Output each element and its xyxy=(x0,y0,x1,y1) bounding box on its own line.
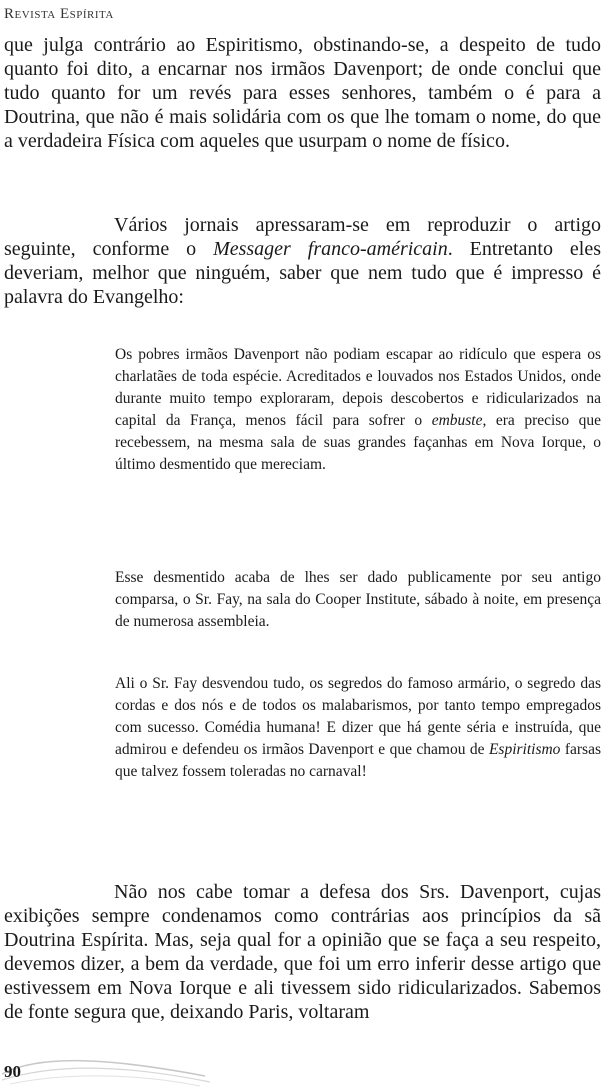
quote-paragraph-3 xyxy=(115,673,601,783)
paragraph-2-text-b: . Entretanto eles deveriam, melhor que ninguém, saber que nem tudo que é impresso é palavra do Evangelho: xyxy=(4,238,602,308)
body-paragraph-2 xyxy=(4,213,601,309)
quote-paragraph-1 xyxy=(115,344,601,476)
paragraph-2-text-a: Vários jornais apressaram-se em reproduzir o artigo seguinte, conforme o xyxy=(4,214,601,260)
footer-ornament xyxy=(0,1052,220,1088)
quote-3-italic: Espiritismo xyxy=(488,741,561,758)
body-paragraph-3: Não nos cabe tomar a defesa dos Srs. Davenport, cujas exibições sempre condenamos como contrárias aos princípios da sã Doutrina Espírita. Mas, seja qual for a opinião que se faça a seu respeito, devemos dizer, a bem da verdade, que foi um erro inferir desse artigo que estivessem em Nova Iorque e ali tivessem sido ridicularizados. Sabemos de fonte segura que, deixando Paris, voltaram xyxy=(4,881,601,1023)
quote-1-italic: embuste xyxy=(431,412,483,429)
quote-3-text-b: farsas que talvez fossem toleradas no carnaval! xyxy=(115,741,601,780)
quote-3-text-a: Ali o Sr. Fay desvendou tudo, os segredos do famoso armário, o segredo das cordas e dos nós e de todos os malabarismos, por tanto tempo empregados com sucesso. Comédia humana! E dizer que há gente séria e instruída, que admirou e defendeu os irmãos Davenport e que chamou de xyxy=(115,675,601,758)
paragraph-2-italic: Messager franco-américain xyxy=(213,238,448,260)
body-paragraph-1: que julga contrário ao Espiritismo, obstinando-se, a despeito de tudo quanto foi dito, a encarnar nos irmãos Davenport; de onde conclui que tudo quanto for um revés para esses senhores, também o é para a Doutrina, que não é mais solidária com os que lhe tomam o nome, do que a verdadeira Física com aqueles que usurpam o nome de físico. xyxy=(4,34,601,152)
running-header: Revista Espírita xyxy=(4,6,114,22)
page-number: 90 xyxy=(4,1062,21,1081)
quote-paragraph-2: Esse desmentido acaba de lhes ser dado publicamente por seu antigo comparsa, o Sr. Fay, na sala do Cooper Institute, sábado à noite, em presença de numerosa assembleia. xyxy=(115,569,601,630)
quote-1-text-a: Os pobres irmãos Davenport não podiam escapar ao ridículo que espera os charlatães de toda espécie. Acreditados e louvados nos Estados Unidos, onde durante muito tempo exploraram, depois descobertos e ridicularizados na capital da França, menos fácil para sofrer o xyxy=(115,346,601,429)
quote-1-text-b: , era preciso que recebessem, na mesma sala de suas grandes façanhas em Nova Iorque, o último desmentido que mereciam. xyxy=(115,412,601,473)
